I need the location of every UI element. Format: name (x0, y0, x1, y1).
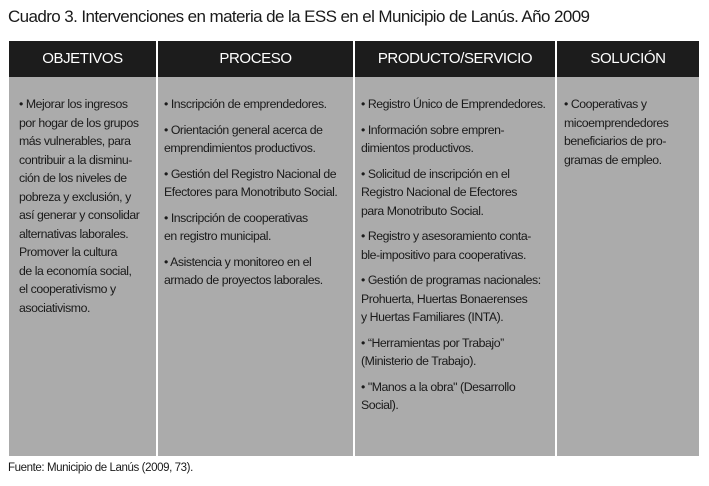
column-items (164, 95, 352, 297)
list-item: • Inscripción de cooperativas en registro municipal. (164, 210, 308, 243)
source-note: Fuente: Municipio de Lanús (2009, 73). (8, 462, 193, 474)
column-proceso (158, 41, 353, 456)
list-item: • Cooperativas y micoemprendedores beneficiarios de pro- gramas de empleo. (564, 97, 669, 167)
list-item: • Registro Único de Emprendedores. (361, 97, 546, 111)
column-header: OBJETIVOS (9, 41, 156, 77)
list-item: • Registro y asesoramiento conta- ble-impositivo para cooperativas. (361, 229, 531, 262)
list-item: • Orientación general acerca de emprendimientos productivos. (164, 122, 323, 155)
column-header: PRODUCTO/SERVICIO (355, 41, 555, 77)
list-item: • Asistencia y monitoreo en el armado de proyectos laborales. (164, 254, 323, 287)
list-item: • Inscripción de emprendedores. (164, 97, 327, 111)
column-header: SOLUCIÓN (557, 41, 699, 77)
column-objetivos (9, 41, 156, 456)
list-item: • Gestión de programas nacionales: Prohuerta, Huertas Bonaerenses y Huertas Familiares (INTA). (361, 273, 541, 324)
column-items (19, 95, 154, 324)
list-item: • Información sobre empren- dimientos productivos. (361, 122, 505, 155)
column-items (361, 95, 555, 422)
list-item: • Gestión del Registro Nacional de Efectores para Monotributo Social. (164, 166, 338, 199)
list-item: • "Manos a la obra" (Desarrollo Social). (361, 379, 516, 412)
table-caption: Cuadro 3. Intervenciones en materia de la ESS en el Municipio de Lanús. Año 2009 (8, 7, 590, 26)
column-producto-servicio (355, 41, 555, 456)
column-items (564, 95, 698, 176)
list-item: • Solicitud de inscripción en el Registro Nacional de Efectores para Monotributo Social. (361, 166, 518, 218)
list-item: • Mejorar los ingresos por hogar de los grupos más vulnerables, para contribuir a la disminu- ción de los niveles de pobreza y exclusión, y así generar y consolidar alternativas laborales. Promover la cultura de la economía social, el cooperativismo y asociativismo. (19, 97, 140, 315)
column-header: PROCESO (158, 41, 353, 77)
list-item: • “Herramientas por Trabajo” (Ministerio de Trabajo). (361, 335, 504, 368)
interventions-table (9, 41, 699, 456)
column-solucion (557, 41, 699, 456)
